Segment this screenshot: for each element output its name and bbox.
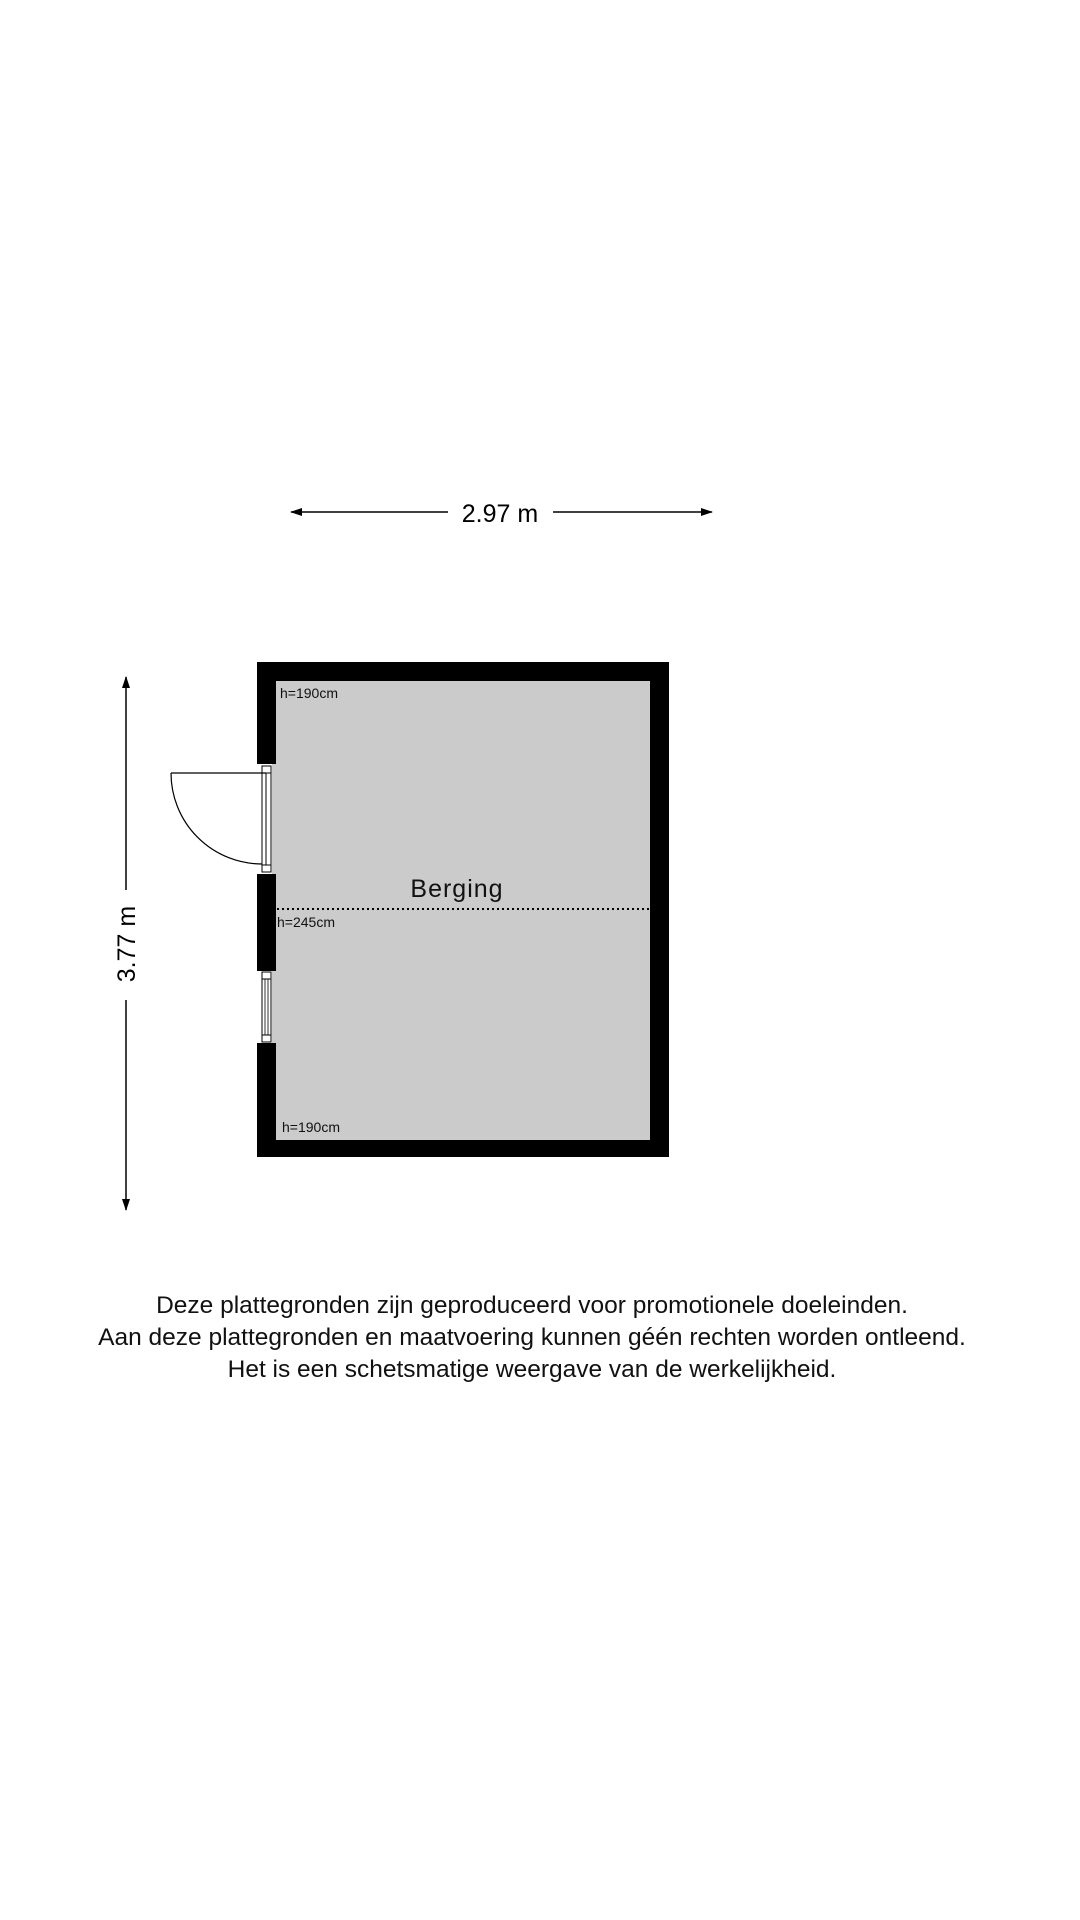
- disclaimer-line: Het is een schetsmatige weergave van de werkelijkheid.: [227, 1356, 837, 1383]
- disclaimer-line: Deze plattegronden zijn geproduceerd voor promotionele doeleinden.: [156, 1292, 908, 1319]
- width-label: 2.97 m: [461, 500, 539, 528]
- height-label-top: h=190cm: [280, 685, 338, 701]
- room-name: Berging: [410, 875, 504, 903]
- height-label-bottom: h=190cm: [282, 1119, 340, 1135]
- width-dimension: [291, 500, 712, 528]
- disclaimer-line: Aan deze plattegronden en maatvoering kunnen géén rechten worden ontleend.: [98, 1324, 966, 1351]
- room-floor: [276, 681, 650, 1140]
- height-label-middle: h=245cm: [277, 914, 335, 930]
- window: [257, 971, 276, 1043]
- height-label: 3.77 m: [113, 905, 141, 983]
- disclaimer: [0, 1290, 1064, 1386]
- door: [171, 764, 276, 874]
- height-dimension: [113, 677, 141, 1210]
